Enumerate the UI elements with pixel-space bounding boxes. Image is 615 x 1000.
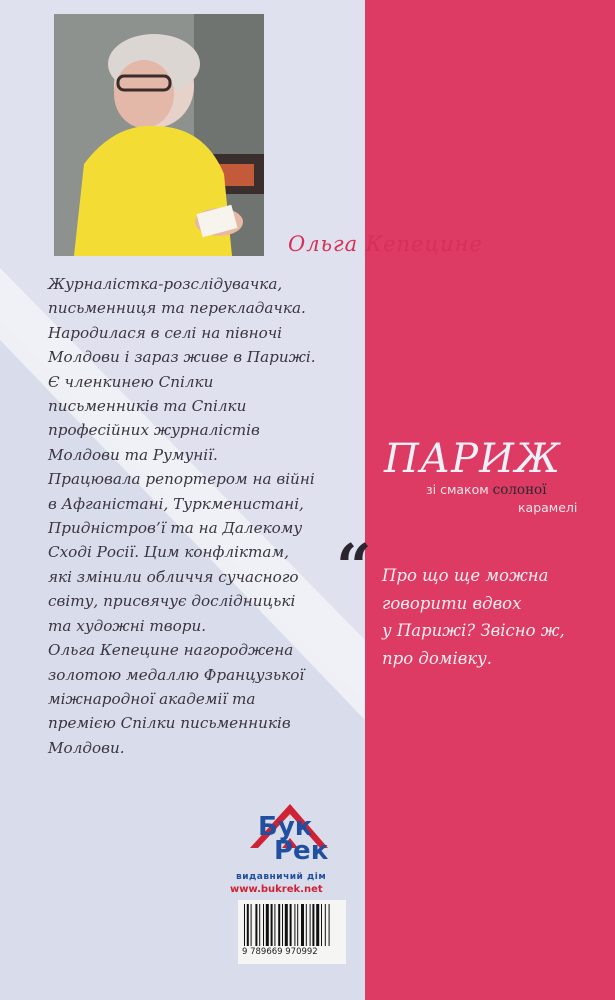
bio-line: світу, присвячує дослідницькі [48, 592, 296, 611]
bio-line: письменниця та перекладачка. [48, 299, 306, 318]
publisher-website: www.bukrek.net [230, 884, 323, 895]
bio-line: професійних журналістів [48, 421, 260, 440]
subtitle-pre: зі смаком [426, 482, 489, 497]
bio-line: та художні твори. [48, 616, 207, 635]
blurb-quote [382, 562, 565, 672]
bio-line: Є членкинею Спілки [48, 372, 214, 391]
book-title: ПАРИЖ [384, 436, 561, 482]
quote-line: Про що ще можна [382, 566, 549, 585]
publisher-logo [228, 798, 368, 898]
author-photo [54, 14, 264, 256]
logo-bottom-text: Рек [274, 836, 329, 866]
bio-line: які змінили обличчя сучасного [48, 567, 299, 586]
book-subtitle-line1 [426, 482, 547, 498]
bio-line: Журналістка-розслідувачка, [48, 275, 283, 293]
bio-line: Молдови і зараз живе в Парижі. [48, 348, 316, 367]
author-bio [48, 272, 340, 760]
quote-line: про домівку. [382, 648, 492, 668]
bio-line: Ольга Кепецине нагороджена [48, 641, 294, 660]
quote-line: у Парижі? Звісно ж, [382, 621, 565, 640]
logo-top-text: Бук [258, 812, 313, 842]
barcode-bars [238, 902, 346, 950]
red-panel [365, 0, 615, 1000]
author-name: Ольга Кепецине [288, 232, 483, 256]
quote-mark-icon: “ [336, 530, 372, 603]
bio-line: Молдови та Румунії. [48, 445, 218, 464]
publisher-tagline: видавничий дім [236, 872, 327, 882]
bio-line: Придністров’ї та на Далекому [48, 519, 303, 538]
bio-line: Молдови. [48, 738, 125, 757]
book-subtitle-line2: карамелі [518, 500, 578, 515]
barcode [238, 900, 346, 964]
bio-line: золотою медаллю Французької [48, 665, 305, 684]
quote-line: говорити вдвох [382, 593, 522, 613]
bio-line: міжнародної академії та [48, 689, 256, 708]
bio-line: письменників та Спілки [48, 397, 247, 416]
bio-line: Працювала репортером на війні [48, 470, 315, 489]
bio-line: Народилася в селі на півночі [48, 323, 283, 342]
bio-line: в Афганістані, Туркменистані, [48, 494, 304, 513]
barcode-number: 9 789669 970992 [242, 947, 318, 957]
bio-line: премією Спілки письменників [48, 714, 291, 733]
subtitle-highlight: солоної [492, 482, 547, 498]
bio-line: Сході Росії. Цим конфліктам, [48, 543, 289, 562]
